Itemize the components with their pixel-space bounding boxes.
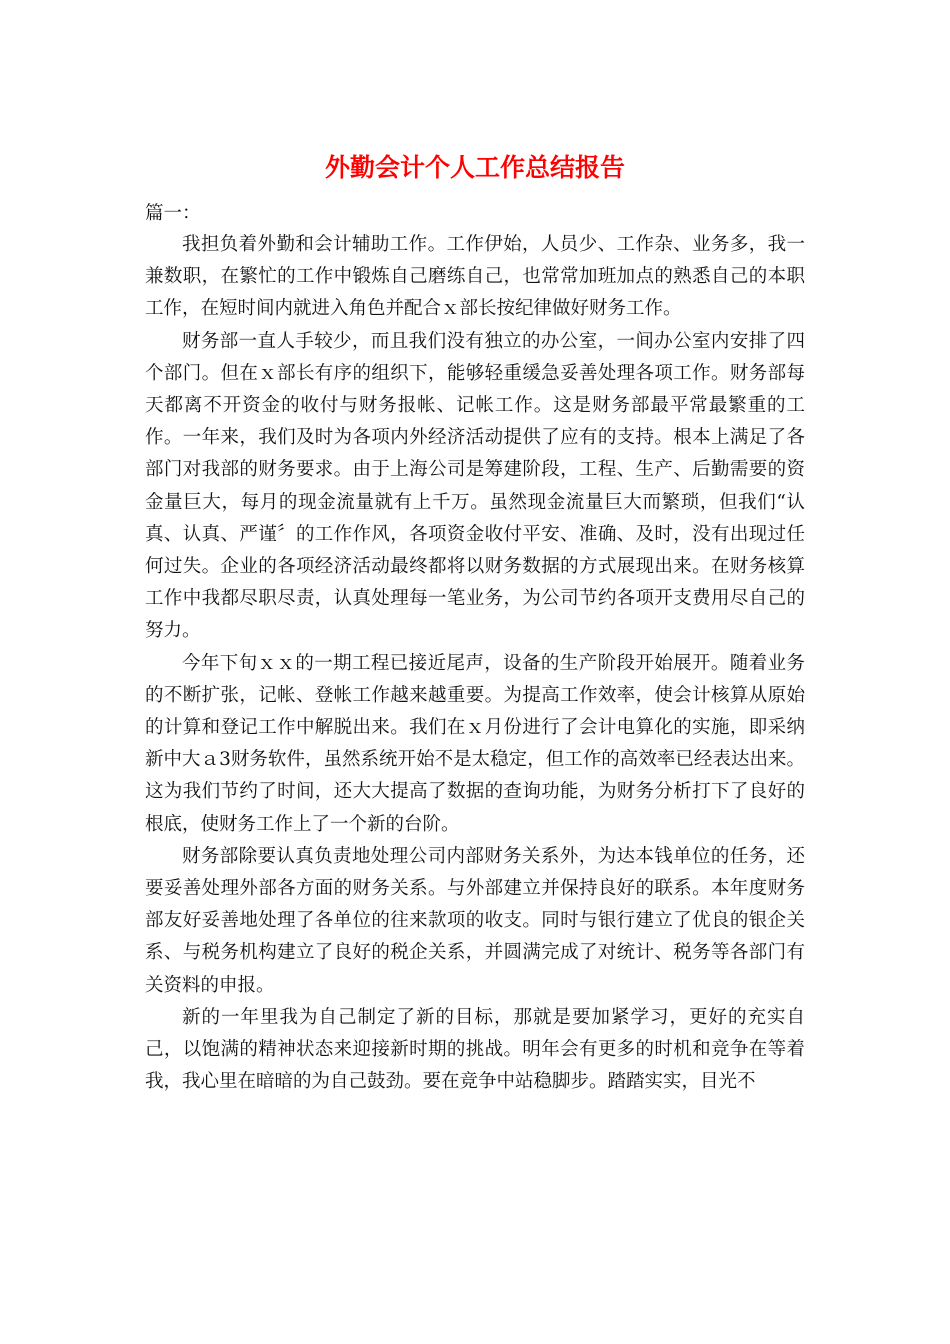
paragraph: 今年下旬ｘｘ的一期工程已接近尾声，设备的生产阶段开始展开。随着业务的不断扩张，记帐、登帐工作越来越重要。为提高工作效率，使会计核算从原始的计算和登记工作中解脱出来。我们在ｘ月份进行了会计电算化的实施，即采纳新中大ａ3财务软件，虽然系统开始不是太稳定，但工作的高效率已经表达出来。这为我们节约了时间，还大大提高了数据的查询功能，为财务分析打下了良好的根底，使财务工作上了一个新的台阶。 [145, 652, 805, 835]
paragraph: 财务部一直人手较少，而且我们没有独立的办公室，一间办公室内安排了四个部门。但在ｘ部长有序的组织下，能够轻重缓急妥善处理各项工作。财务部每天都离不开资金的收付与财务报帐、记帐工作。这是财务部最平常最繁重的工作。一年来，我们及时为各项内外经济活动提供了应有的支持。根本上满足了各部门对我部的财务要求。由于上海公司是筹建阶段，工程、生产、后勤需要的资金量巨大，每月的现金流量就有上千万。虽然现金流量巨大而繁琐，但我们“认真、认真、严谨〞的工作作风，各项资金收付平安、准确、及时，没有出现过任何过失。企业的各项经济活动最终都将以财务数据的方式展现出来。在财务核算工作中我都尽职尽责，认真处理每一笔业务，为公司节约各项开支费用尽自己的努力。 [145, 330, 805, 642]
paragraph: 我担负着外勤和会计辅助工作。工作伊始，人员少、工作杂、业务多，我一兼数职，在繁忙的工作中锻炼自己磨练自己，也常常加班加点的熟悉自己的本职工作，在短时间内就进入角色并配合ｘ部长按纪律做好财务工作。 [145, 234, 805, 320]
paragraph: 新的一年里我为自己制定了新的目标，那就是要加紧学习，更好的充实自己，以饱满的精神状态来迎接新时期的挑战。明年会有更多的时机和竞争在等着我，我心里在暗暗的为自己鼓劲。要在竞争中站稳脚步。踏踏实实，目光不 [145, 1006, 805, 1093]
paragraph: 财务部除要认真负责地处理公司内部财务关系外，为达本钱单位的任务，还要妥善处理外部各方面的财务关系。与外部建立并保持良好的联系。本年度财务部友好妥善地处理了各单位的往来款项的收支。同时与银行建立了优良的银企关系、与税务机构建立了良好的税企关系，并圆满完成了对统计、税务等各部门有关资料的申报。 [145, 845, 805, 996]
document-body [145, 229, 805, 1098]
section-label: 篇一： [145, 203, 201, 224]
document-title: 外勤会计个人工作总结报告 [324, 153, 625, 182]
